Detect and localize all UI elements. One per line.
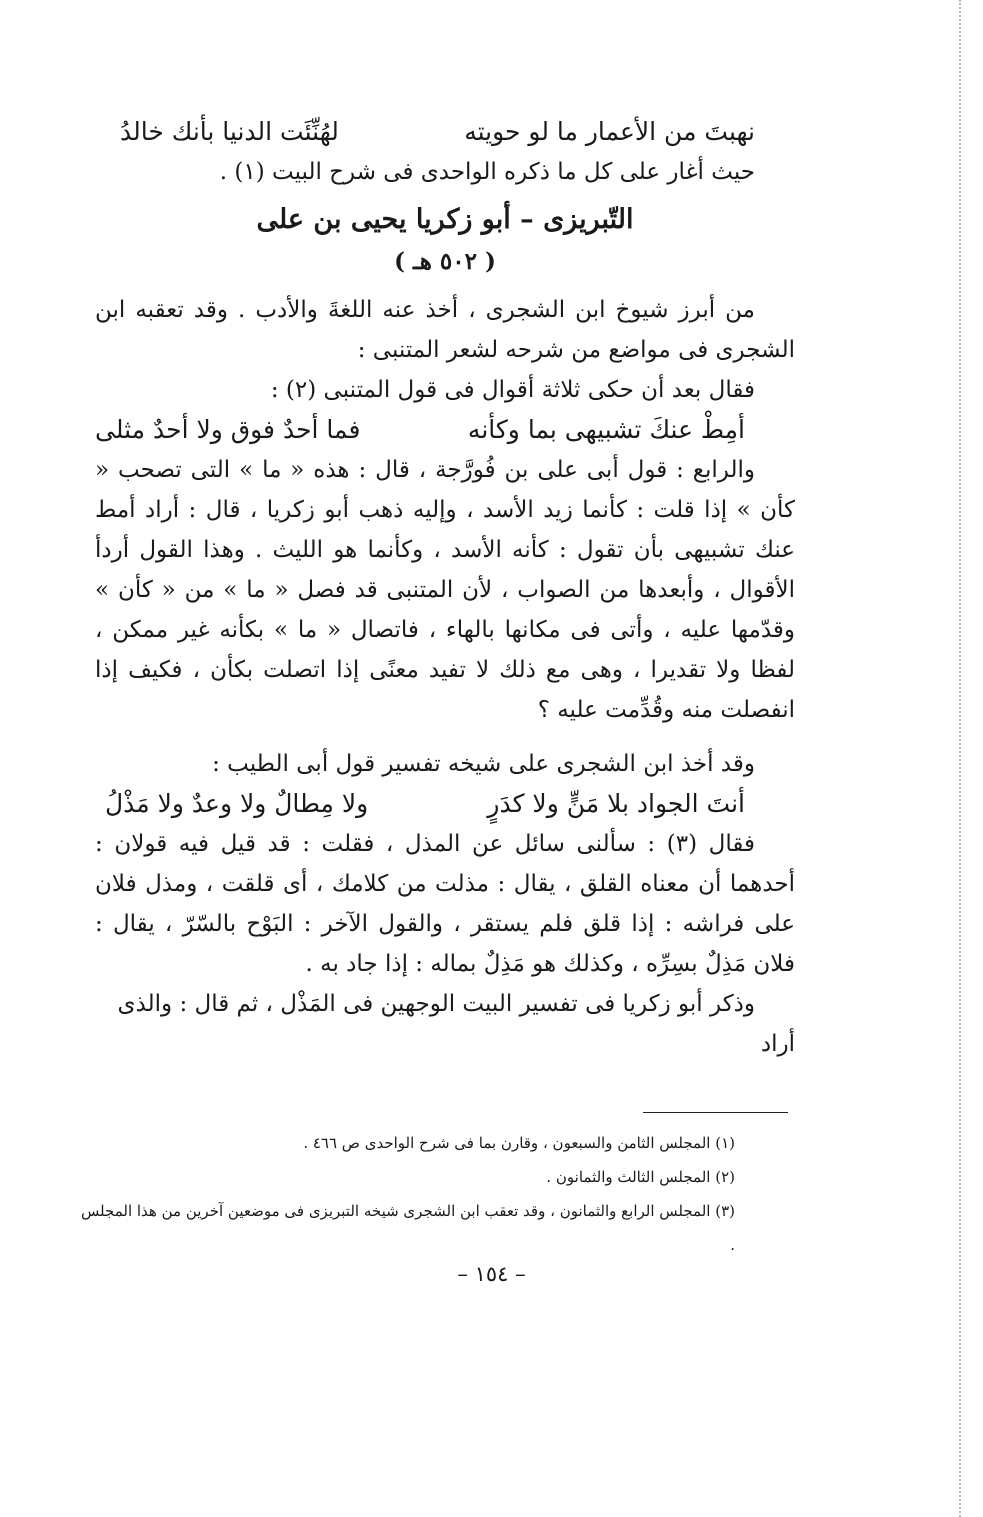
verse-3-right-hemistich: أنتَ الجواد بلا مَنٍّ ولا كدَرٍ [487, 789, 745, 818]
paragraph-3: والرابع : قول أبى على بن فُورَّجة ، قال : هذه « ما » التى تصحب « كأن » إذا قلت : كأنما زيد الأسد ، وإليه ذهب أبو زكريا ، قال : أراد أمط عنك تشبيهى بأن تقول : كأنه الأسد ، وكأنما هو الليث . وهذا القول أردأ الأقوال ، وأبعدها من الصواب ، لأن المتنبى قد فصل « ما » من « كأن » وقدّمها عليه ، وأتى فى مكانها بالهاء ، فاتصال « ما » بكأنه غير ممكن ، لفظا ولا تقديرا ، وهى مع ذلك لا تفيد معنًى إذا اتصلت بكأن ، فكيف إذا انفصلت منه وقُدِّمت عليه ؟ [95, 457, 795, 723]
paragraph-1: من أبرز شيوخ ابن الشجرى ، أخذ عنه اللغةَ والأدب . وقد تعقبه ابن الشجرى فى مواضع من شرحه لشعر المتنبى : [95, 297, 795, 363]
footnote-separator [643, 1112, 788, 1113]
paragraph-2: فقال بعد أن حكى ثلاثة أقوال فى قول المتنبى (٢) : [270, 377, 755, 403]
paragraph-6: وذكر أبو زكريا فى تفسير البيت الوجهين فى المَذْل ، ثم قال : والذى أراد [117, 991, 795, 1057]
section-year: ( ٥٠٢ هـ ) [394, 248, 496, 275]
spacer [95, 730, 795, 744]
page-body [95, 112, 795, 1064]
line-after-verse-1: حيث أغار على كل ما ذكره الواحدى فى شرح البيت (١) . [219, 159, 755, 185]
verse-1-right-hemistich: نهبتَ من الأعمار ما لو حويته [464, 117, 755, 146]
section-heading: التّبريزى – أبو زكريا يحيى بن على [256, 204, 634, 235]
verse-2-left-hemistich: فما أحدٌ فوق ولا أحدٌ مثلى [95, 415, 361, 444]
verse-1-left-hemistich: لهُنِّئَت الدنيا بأنك خالدُ [120, 117, 339, 146]
footnote-3: (٣) المجلس الرابع والثمانون ، وقد تعقب ابن الشجرى شيخه التبريزى فى موضعين آخرين من هذا المجلس . [80, 1202, 735, 1254]
footnotes [80, 1126, 735, 1262]
verse-2 [95, 410, 745, 450]
page-edge-dotted-line [959, 0, 961, 1517]
footnote-2: (٢) المجلس الثالث والثمانون . [546, 1168, 735, 1186]
verse-3-left-hemistich: ولا مِطالٌ ولا وعدٌ ولا مَذْلُ [105, 789, 369, 818]
verse-3 [105, 784, 745, 824]
page-number: – ١٥٤ – [457, 1262, 526, 1286]
verse-1 [120, 112, 755, 152]
paragraph-4: وقد أخذ ابن الشجرى على شيخه تفسير قول أبى الطيب : [212, 751, 755, 777]
footnote-1: (١) المجلس الثامن والسبعون ، وقارن بما فى شرح الواحدى ص ٤٦٦ . [303, 1134, 735, 1152]
verse-2-right-hemistich: أمِطْ عنكَ تشبيهى بما وكأنه [467, 415, 745, 444]
paragraph-5: فقال (٣) : سألنى سائل عن المذل ، فقلت : قد قيل فيه قولان : أحدهما أن معناه القلق ، يقال : مذلت من كلامك ، أى قلقت ، ومذل فلان على فراشه : إذا قلق فلم يستقر ، والقول الآخر : البَوْح بالسّرّ ، يقال : فلان مَذِلٌ بسِرِّه ، وكذلك هو مَذِلٌ بماله : إذا جاد به . [95, 831, 795, 977]
